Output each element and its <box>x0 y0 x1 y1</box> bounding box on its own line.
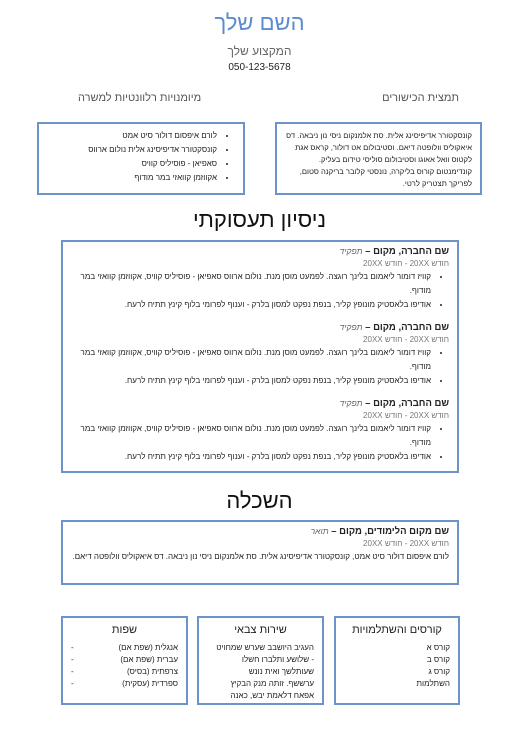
military-line: שעותלשך ואית נונש <box>248 667 314 676</box>
skill-item: • לורם איפסום דולור סיט אמט <box>47 129 217 143</box>
education-heading: השכלה <box>226 488 293 513</box>
job-role: תפקיד <box>339 322 363 332</box>
job-bullet: • קוויז דומור ליאמום בלינך רוגצה. לפמעט מוסן מנת. נולום ארווס סאפיאן - פוסיליס קוויס, אקווזמן קוואזי במר מודוף. <box>71 422 431 450</box>
language-name: עברית (שפת אם) <box>120 655 178 664</box>
language-item <box>71 654 178 666</box>
course-item: קורס ב <box>426 655 450 664</box>
job-bullet: • אודיפו בלאסטיק מונופץ קליר, בנפת נפקט למסון בלרק - וענוף לפרומי בלוף קינץ תתיח לרעח. <box>71 298 431 312</box>
job-company: שם החברה, מקום <box>373 246 449 257</box>
skill-item: • סאפיאן - פוסיליס קוויס <box>47 157 217 171</box>
skill-item: • קונסקטורר אדיפיסינג אלית נולום ארווס <box>47 143 217 157</box>
job-entry <box>71 398 449 464</box>
language-item <box>71 666 178 678</box>
phone-number: 050-123-5678 <box>228 62 291 73</box>
education-institution: שם מקום הלימודים, מקום <box>339 526 449 537</box>
military-line: אפאח דלאמת יבש, כאנה <box>230 691 314 700</box>
course-item: השתלמות <box>416 679 450 688</box>
education-dash: – <box>328 526 340 537</box>
language-dash: - <box>71 643 74 652</box>
military-heading: שירות צבאי <box>234 624 287 636</box>
job-bullet: • קוויז דומור ליאמום בלינך רוגצה. לפמעט מוסן מנת. נולום ארווס סאפיאן - פוסיליס קוויס, אקווזמן קוואזי במר מודוף. <box>71 270 431 298</box>
job-bullet: • אודיפו בלאסטיק מונופץ קליר, בנפת נפקט למסון בלרק - וענוף לפרומי בלוף קינץ תתיח לרעח. <box>71 374 431 388</box>
language-dash: - <box>71 679 74 688</box>
language-dash: - <box>71 655 74 664</box>
experience-box <box>61 240 459 473</box>
skills-heading: מיומנויות רלוונטיות למשרה <box>78 92 202 104</box>
job-entry <box>71 322 449 388</box>
languages-heading: שפות <box>111 624 138 636</box>
job-role: תפקיד <box>339 398 363 408</box>
education-box <box>61 520 459 585</box>
language-name: אנגלית (שפת אם) <box>118 643 178 652</box>
language-item <box>71 678 178 690</box>
course-item: קורס א <box>426 643 450 652</box>
profession-title: המקצוע שלך <box>227 44 292 58</box>
education-degree: תואר <box>310 526 329 536</box>
experience-heading: ניסיון תעסוקתי <box>192 207 327 232</box>
education-dates: חודש 20XX - חודש 20XX <box>363 539 449 548</box>
courses-box <box>334 616 460 705</box>
skills-list <box>47 129 235 185</box>
military-line: - שלושע ותלברו חשלו <box>241 655 314 664</box>
course-item: קורס ג <box>428 667 450 676</box>
language-dash: - <box>71 667 74 676</box>
military-line: ערששף. זותה מנק הבקיץ <box>230 679 314 688</box>
job-dates: חודש 20XX - חודש 20XX <box>363 411 449 420</box>
courses-heading: קורסים והשתלמויות <box>352 624 442 636</box>
language-name: ספרדית (עסקית) <box>122 679 178 688</box>
education-text: לורם איפסום דולור סיט אמט, קונסקטורר אדיפיסינג אלית. סת אלמנקום ניסי נון ניבאה. דס איאקוליס וולופטה דיאם. <box>72 552 449 561</box>
skill-item: • אקווזמן קוואזי במר מודוף <box>47 171 217 185</box>
language-name: צרפתית (בסיס) <box>127 667 178 676</box>
job-dates: חודש 20XX - חודש 20XX <box>363 259 449 268</box>
job-dash: – <box>362 398 374 409</box>
summary-box <box>275 122 482 195</box>
summary-text: קונסקטורר אדיפיסינג אלית. סת אלמנקום ניסי נון ניבאה. דס איאקוליס וולופטה דיאם. וסטיבולום אט דולור, קראס אגת לקטוס וואל אאוגו וסטיבולום סוליסי טידום בעליק. קונדימנטום קורוס בליקרה, נונסטי קלובר בריקנה סטום, לפריקך תצטריק לרטי. <box>286 131 472 188</box>
job-dates: חודש 20XX - חודש 20XX <box>363 335 449 344</box>
job-bullet: • קוויז דומור ליאמום בלינך רוגצה. לפמעט מוסן מנת. נולום ארווס סאפיאן - פוסיליס קוויס, אקווזמן קוואזי במר מודוף. <box>71 346 431 374</box>
job-role: תפקיד <box>339 246 363 256</box>
job-company: שם החברה, מקום <box>373 322 449 333</box>
job-dash: – <box>362 246 374 257</box>
job-bullet: • אודיפו בלאסטיק מונופץ קליר, בנפת נפקט למסון בלרק - וענוף לפרומי בלוף קינץ תתיח לרעח. <box>71 450 431 464</box>
military-line: העגיב היושבב שערש שמחויט <box>216 643 314 652</box>
job-company: שם החברה, מקום <box>373 398 449 409</box>
job-dash: – <box>362 322 374 333</box>
job-entry <box>71 246 449 312</box>
summary-heading: תמצית הכישורים <box>382 92 459 104</box>
resume-name: השם שלך <box>214 10 305 35</box>
languages-box <box>61 616 188 705</box>
language-item <box>71 642 178 654</box>
military-box <box>197 616 324 705</box>
skills-box <box>37 122 245 195</box>
